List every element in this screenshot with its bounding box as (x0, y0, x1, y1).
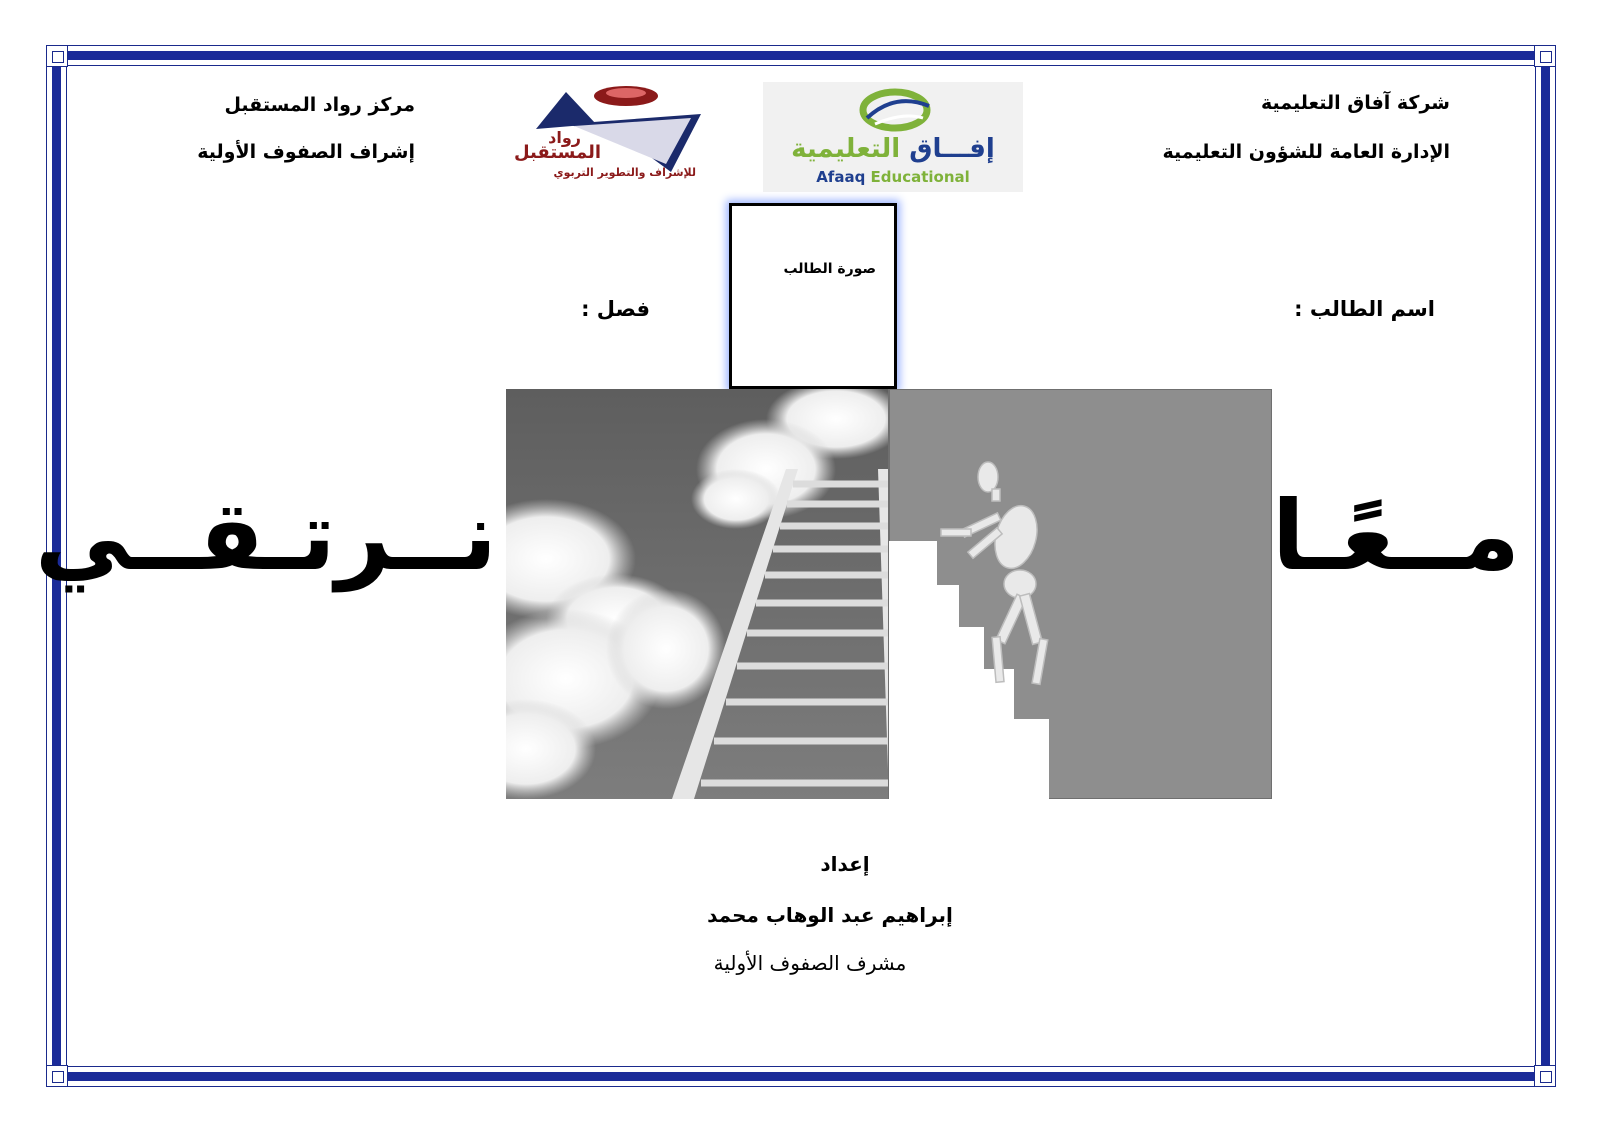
author-name: إبراهيم عبد الوهاب محمد (707, 903, 953, 927)
stairs-illustration (506, 389, 1272, 799)
rowwad-logo: رواد المستقبل للإشراف والتطوير التربوي (466, 84, 706, 184)
center-section: إشراف الصفوف الأولية (197, 141, 415, 163)
border-corner-top-left (46, 45, 68, 67)
afaaq-logo: إفـــاق التعليمية Afaaq Educational (763, 82, 1023, 192)
ladder-to-sky-image (506, 389, 1272, 799)
border-corner-bottom-left (46, 1065, 68, 1087)
title-word-together: مــعًـا (1271, 480, 1520, 592)
author-title: مشرف الصفوف الأولية (713, 951, 907, 975)
border-corner-top-right (1534, 45, 1556, 67)
center-name: مركز رواد المستقبل (224, 94, 415, 116)
student-photo-label: صورة الطالب (783, 261, 876, 277)
border-corner-bottom-right (1534, 1065, 1556, 1087)
student-name-label: اسم الطالب : (1294, 297, 1435, 321)
org-name: شركة آفاق التعليمية (1260, 92, 1450, 114)
title-word-ascend: نــرتـقــي (34, 480, 497, 592)
prepared-by-label: إعداد (820, 852, 870, 876)
org-department: الإدارة العامة للشؤون التعليمية (1162, 141, 1450, 163)
student-photo-box (729, 203, 897, 389)
class-label: فصل : (581, 297, 650, 321)
